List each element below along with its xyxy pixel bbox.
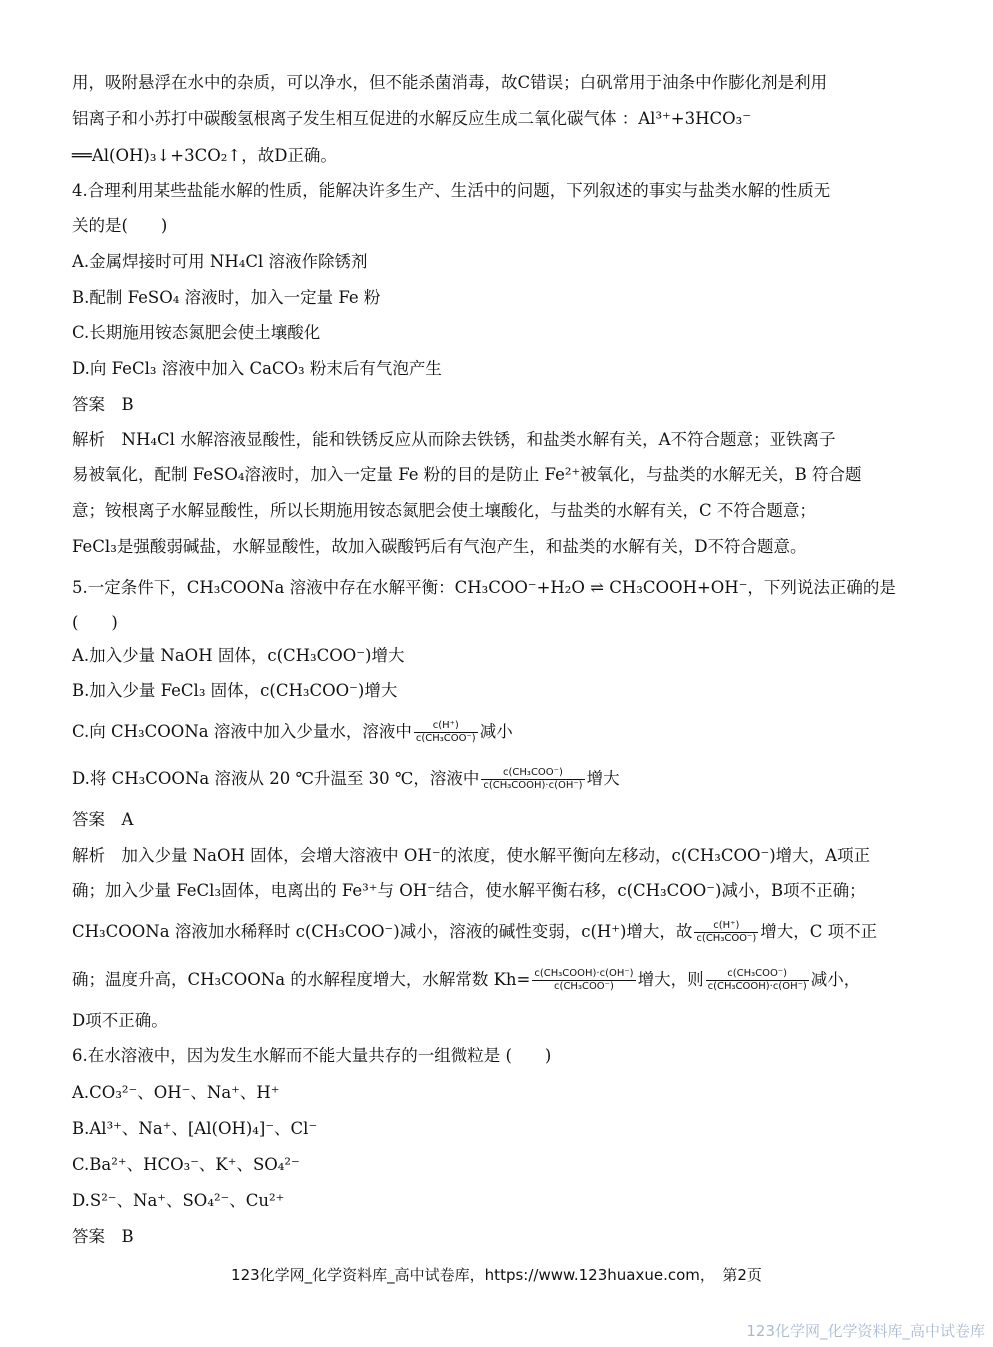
option-d: D.将 CH₃COONa 溶液从 20 ℃升温至 30 ℃，溶液中 $\frac{\text{c(CH₃COO⁻)}}{\text{c(CH₃COOH)·c(OH⁻)}}$ 增大 [72, 767, 620, 791]
watermark: 123化学网_化学资料库_高中试卷库 [746, 1322, 985, 1340]
question-6-stem: 6.在水溶液中，因为发生水解而不能大量共存的一组微粒是 ( ) [72, 1046, 552, 1065]
option-b: B.配制 FeSO₄ 溶液时，加入一定量 Fe 粉 [72, 288, 381, 307]
fraction: $\frac{\text{c(CH₃COO⁻)}}{\text{c(CH₃COOH)·c(OH⁻)}}$ [483, 767, 583, 791]
page-footer: 123化学网_化学资料库_高中试卷库，https://www.123huaxue.com， 第2页 [231, 1266, 762, 1284]
analysis-5: 确；加入少量 FeCl₃固体，电离出的 Fe³⁺与 OH⁻结合，使水解平衡右移，c(CH₃COO⁻)减小，B项不正确； [72, 881, 866, 900]
analysis-4: 意；铵根离子水解显酸性，所以长期施用铵态氮肥会使土壤酸化，与盐类的水解有关，C 不符合题意； [72, 501, 816, 520]
option-b: B.加入少量 FeCl₃ 固体，c(CH₃COO⁻)增大 [72, 681, 398, 700]
analysis-5: D项不正确。 [72, 1011, 168, 1030]
fraction: $\frac{c(H^+)}{\text{c(CH₃COO⁻)}}$ [696, 920, 757, 944]
answer-5: 答案 A [72, 810, 134, 829]
option-d: D.向 FeCl₃ 溶液中加入 CaCO₃ 粉末后有气泡产生 [72, 359, 442, 378]
option-a: A.CO₃²⁻、OH⁻、Na⁺、H⁺ [72, 1083, 280, 1102]
analysis-5: 解析 加入少量 NaOH 固体，会增大溶液中 OH⁻的浓度，使水解平衡向左移动，c(CH₃COO⁻)增大，A项正 [72, 846, 871, 865]
text-line: ══Al(OH)₃↓+3CO₂↑，故D正确。 [72, 146, 337, 165]
analysis-4: FeCl₃是强酸弱碱盐，水解显酸性，故加入碳酸钙后有气泡产生，和盐类的水解有关，D不符合题意。 [72, 537, 807, 556]
answer-6: 答案 B [72, 1227, 134, 1246]
question-5-stem: 5.一定条件下，CH₃COONa 溶液中存在水解平衡：CH₃COO⁻+H₂O ⇌ CH₃COOH+OH⁻，下列说法正确的是 [72, 578, 896, 597]
option-c: C.Ba²⁺、HCO₃⁻、K⁺、SO₄²⁻ [72, 1155, 300, 1174]
text-line: 铝离子和小苏打中碳酸氢根离子发生相互促进的水解反应生成二氧化碳气体 ：Al³⁺+3HCO₃⁻ [72, 109, 751, 128]
option-c: C.向 CH₃COONa 溶液中加入少量水，溶液中 $\frac{c(H^+)}{\text{c(CH₃COO⁻)}}$ 减小 [72, 720, 513, 744]
analysis-5: 确；温度升高，CH₃COONa 的水解程度增大，水解常数 Kh= $\frac{\text{c(CH₃COOH)·c(OH⁻)}}{\text{c(CH₃COO⁻)}}$ 增大，则 $\frac{\text{c(CH₃COO⁻)}}{\text{c(CH₃COOH)·c(OH⁻)}}$ 减小， [72, 968, 861, 992]
option-d: D.S²⁻、Na⁺、SO₄²⁻、Cu²⁺ [72, 1191, 285, 1210]
fraction: $\frac{\text{c(CH₃COOH)·c(OH⁻)}}{\text{c(CH₃COO⁻)}}$ [534, 968, 634, 992]
fraction: $\frac{\text{c(CH₃COO⁻)}}{\text{c(CH₃COOH)·c(OH⁻)}}$ [707, 968, 807, 992]
option-a: A.金属焊接时可用 NH₄Cl 溶液作除锈剂 [72, 252, 368, 271]
analysis-4: 解析 NH₄Cl 水解溶液显酸性，能和铁锈反应从而除去铁锈，和盐类水解有关，A不符合题意；亚铁离子 [72, 430, 836, 449]
answer-4: 答案 B [72, 395, 134, 414]
option-a: A.加入少量 NaOH 固体，c(CH₃COO⁻)增大 [72, 646, 405, 665]
text-line: 用，吸附悬浮在水中的杂质，可以净水，但不能杀菌消毒，故C错误；白矾常用于油条中作膨化剂是利用 [72, 73, 828, 92]
question-5-stem: ( ) [72, 613, 118, 632]
analysis-5: CH₃COONa 溶液加水稀释时 c(CH₃COO⁻)减小，溶液的碱性变弱，c(H⁺)增大，故 $\frac{c(H^+)}{\text{c(CH₃COO⁻)}}$ 增大，C 项不正 [72, 920, 878, 944]
option-b: B.Al³⁺、Na⁺、[Al(OH)₄]⁻、Cl⁻ [72, 1119, 318, 1138]
option-c: C.长期施用铵态氮肥会使土壤酸化 [72, 323, 321, 342]
question-4-stem: 关的是( ) [72, 216, 168, 235]
analysis-4: 易被氧化，配制 FeSO₄溶液时，加入一定量 Fe 粉的目的是防止 Fe²⁺被氧化，与盐类的水解无关，B 符合题 [72, 465, 862, 484]
question-4-stem: 4.合理利用某些盐能水解的性质，能解决许多生产、生活中的问题，下列叙述的事实与盐类水解的性质无 [72, 181, 831, 200]
fraction: $\frac{c(H^+)}{\text{c(CH₃COO⁻)}}$ [415, 720, 476, 744]
